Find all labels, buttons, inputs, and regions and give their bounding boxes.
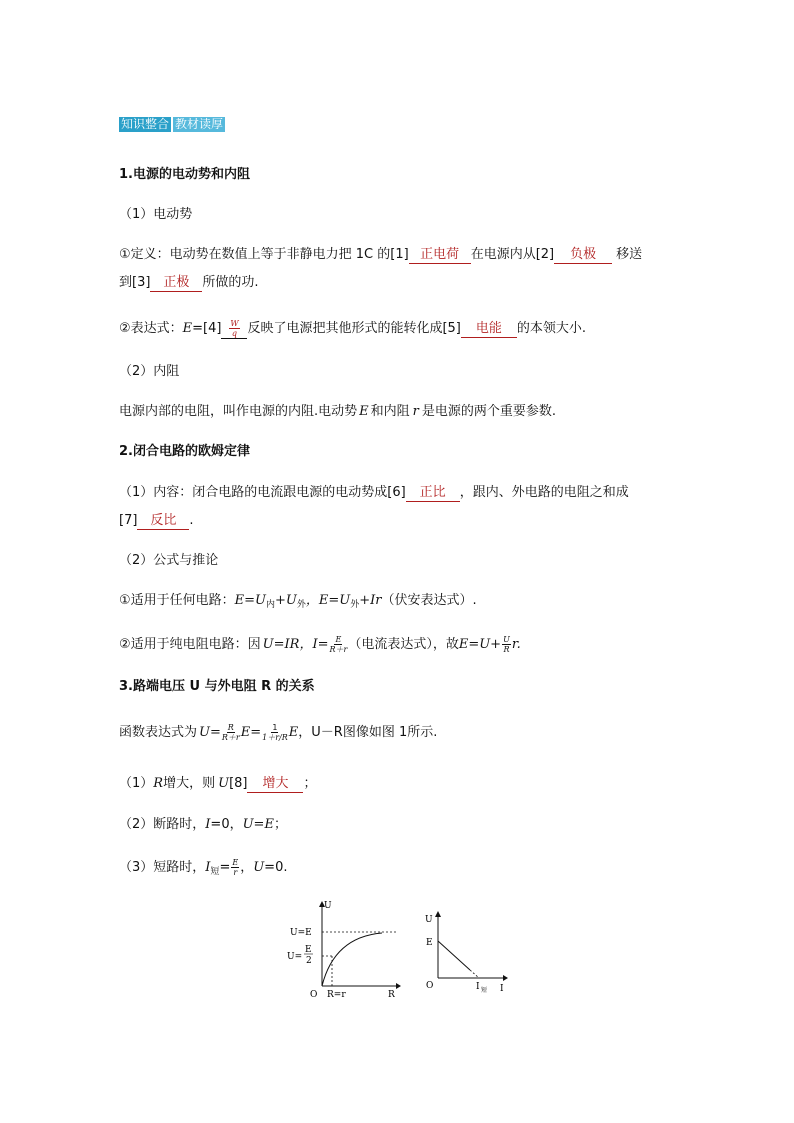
math: U (253, 860, 265, 875)
math: E (288, 725, 299, 740)
fig1-label-r-eq-r: R=r (327, 990, 346, 998)
tag-textbook: 教材读厚 (175, 117, 224, 131)
text: （伏安表达式）. (381, 593, 477, 608)
text: 反映了电源把其他形式的能转化成[5] (247, 321, 461, 336)
text: ，U－R图像如图 1所示. (298, 725, 438, 740)
symbol-E: E (359, 404, 369, 419)
fig1-label-u-e: U=E (290, 928, 312, 938)
text: （电流表达式），故 (348, 637, 459, 652)
text: [8] (229, 776, 248, 791)
frac-num: U (503, 635, 510, 644)
math: U=E (242, 817, 274, 832)
text: ②适用于纯电阻电路：因 (119, 637, 261, 652)
x-axis-arrow (396, 983, 401, 989)
text: =0， (210, 817, 243, 832)
u-i-line-extension (470, 970, 479, 978)
figure-u-i-graph (418, 908, 518, 998)
answer-8: 增大 (247, 776, 303, 793)
section1-title: 1.电源的电动势和内阻 (119, 167, 250, 182)
text: 所做的功. (202, 275, 259, 290)
s2-formula2 (119, 632, 521, 658)
fig2-i-short-sub: 短 (481, 987, 488, 994)
math: ，I= (299, 637, 329, 652)
text: 到[3] (119, 275, 151, 290)
subscript: 短 (210, 867, 220, 877)
text: ②表达式： (119, 321, 183, 336)
answer-7: 反比 (137, 513, 189, 530)
s1-expression-line (119, 316, 586, 342)
answer-2: 负极 (554, 247, 612, 264)
text: （1） (119, 776, 154, 791)
subscript: 外 (296, 600, 306, 610)
math: I (205, 817, 211, 832)
text: [7] (119, 513, 138, 528)
u-r-curve (322, 933, 382, 986)
frac-num: R (227, 723, 234, 732)
symbol-r: r (412, 404, 419, 419)
figure-u-r-graph (284, 898, 404, 998)
answer-3: 正极 (150, 275, 202, 292)
fig2-origin: O (426, 981, 434, 991)
text: 增大，则 (163, 776, 216, 791)
answer-5: 电能 (461, 321, 517, 338)
answer-4 (221, 319, 247, 339)
text: ，跟内、外电路的电阻之和成 (459, 485, 629, 500)
math: R (153, 776, 164, 791)
text: 函数表达式为 (119, 725, 198, 740)
s2-content-line1 (119, 483, 629, 503)
math: r. (511, 637, 521, 652)
text: （3）短路时， (119, 860, 206, 875)
frac-den: 1＋r/R (262, 733, 288, 742)
fig1-label-u-half-prefix: U= (287, 952, 303, 962)
s3-item1 (119, 774, 317, 794)
frac-num: W (230, 319, 239, 328)
text: =[4] (192, 321, 222, 336)
symbol-E: E (182, 321, 193, 336)
s2-formula1 (119, 591, 477, 615)
frac-den: R＋r (329, 645, 348, 654)
text: 的本领大小. (516, 321, 587, 336)
section2-title: 2.闭合电路的欧姆定律 (119, 444, 250, 459)
math: I (205, 860, 211, 875)
fig1-origin: O (310, 990, 318, 998)
text: 在电源内从[2] (470, 247, 555, 262)
s2-content-line2 (119, 511, 194, 531)
y-axis-arrow (435, 911, 441, 917)
fig1-label-u-half-den: 2 (306, 956, 312, 966)
s3-function-line (119, 718, 437, 748)
math: U= (199, 725, 221, 740)
frac-num: 1 (272, 723, 278, 732)
frac-num: E (335, 635, 342, 644)
math: E=U+ (458, 637, 502, 652)
answer-1: 正电荷 (409, 247, 471, 264)
frac-den: r (233, 868, 238, 877)
s1-sub1: （1）电动势 (119, 207, 193, 222)
s1-inner-resistance (119, 402, 556, 422)
text: = (219, 860, 231, 875)
fig1-label-u-half-num: E (305, 945, 312, 955)
text: ①定义：电动势在数值上等于非静电力把 1C 的[1] (119, 247, 409, 262)
fig2-i-short-label: I (476, 982, 480, 992)
math: +Ir (359, 593, 382, 608)
fig2-y-label: U (425, 915, 433, 925)
text: ①适用于任何电路： (119, 593, 235, 608)
fig1-x-label: R (388, 990, 395, 998)
u-i-line (438, 941, 470, 970)
section-tag (119, 117, 225, 132)
text: ， (240, 860, 254, 875)
text: . (189, 513, 194, 528)
math: E= (240, 725, 262, 740)
s1-sub2: （2）内阻 (119, 364, 180, 379)
text: ； (273, 817, 287, 832)
fig2-x-label: I (500, 984, 504, 994)
subscript: 内 (266, 600, 276, 610)
s2-sub2: （2）公式与推论 (119, 553, 219, 568)
math: ，E=U (305, 593, 351, 608)
s1-definition-line2 (119, 273, 259, 293)
text: 移送 (616, 247, 643, 262)
text: 电源内部的电阻，叫作电源的内阻.电动势 (119, 404, 358, 419)
math: U=IR (262, 637, 300, 652)
fig1-y-label: U (324, 901, 332, 911)
x-axis-arrow (503, 975, 508, 981)
answer-6: 正比 (406, 485, 460, 502)
text: （1）内容：闭合电路的电流跟电源的电动势成[6] (119, 485, 406, 500)
text: 和内阻 (370, 404, 410, 419)
section3-title: 3.路端电压 U 与外电阻 R 的关系 (119, 679, 315, 694)
frac-den: R＋r (221, 733, 240, 742)
math: E=U (234, 593, 266, 608)
math: +U (275, 593, 297, 608)
frac-den: q (231, 329, 238, 338)
text: 是电源的两个重要参数. (421, 404, 557, 419)
subscript: 外 (350, 600, 360, 610)
s1-definition-line1 (119, 245, 642, 265)
text: =0. (264, 860, 288, 875)
math: U (218, 776, 230, 791)
tag-knowledge: 知识整合 (121, 117, 170, 131)
fig2-e-label: E (426, 938, 433, 948)
frac-den: R (503, 645, 510, 654)
s3-item2 (119, 815, 287, 835)
s3-item3 (119, 855, 287, 885)
text: ； (303, 776, 317, 791)
text: （2）断路时， (119, 817, 206, 832)
frac-num: E (232, 858, 239, 867)
